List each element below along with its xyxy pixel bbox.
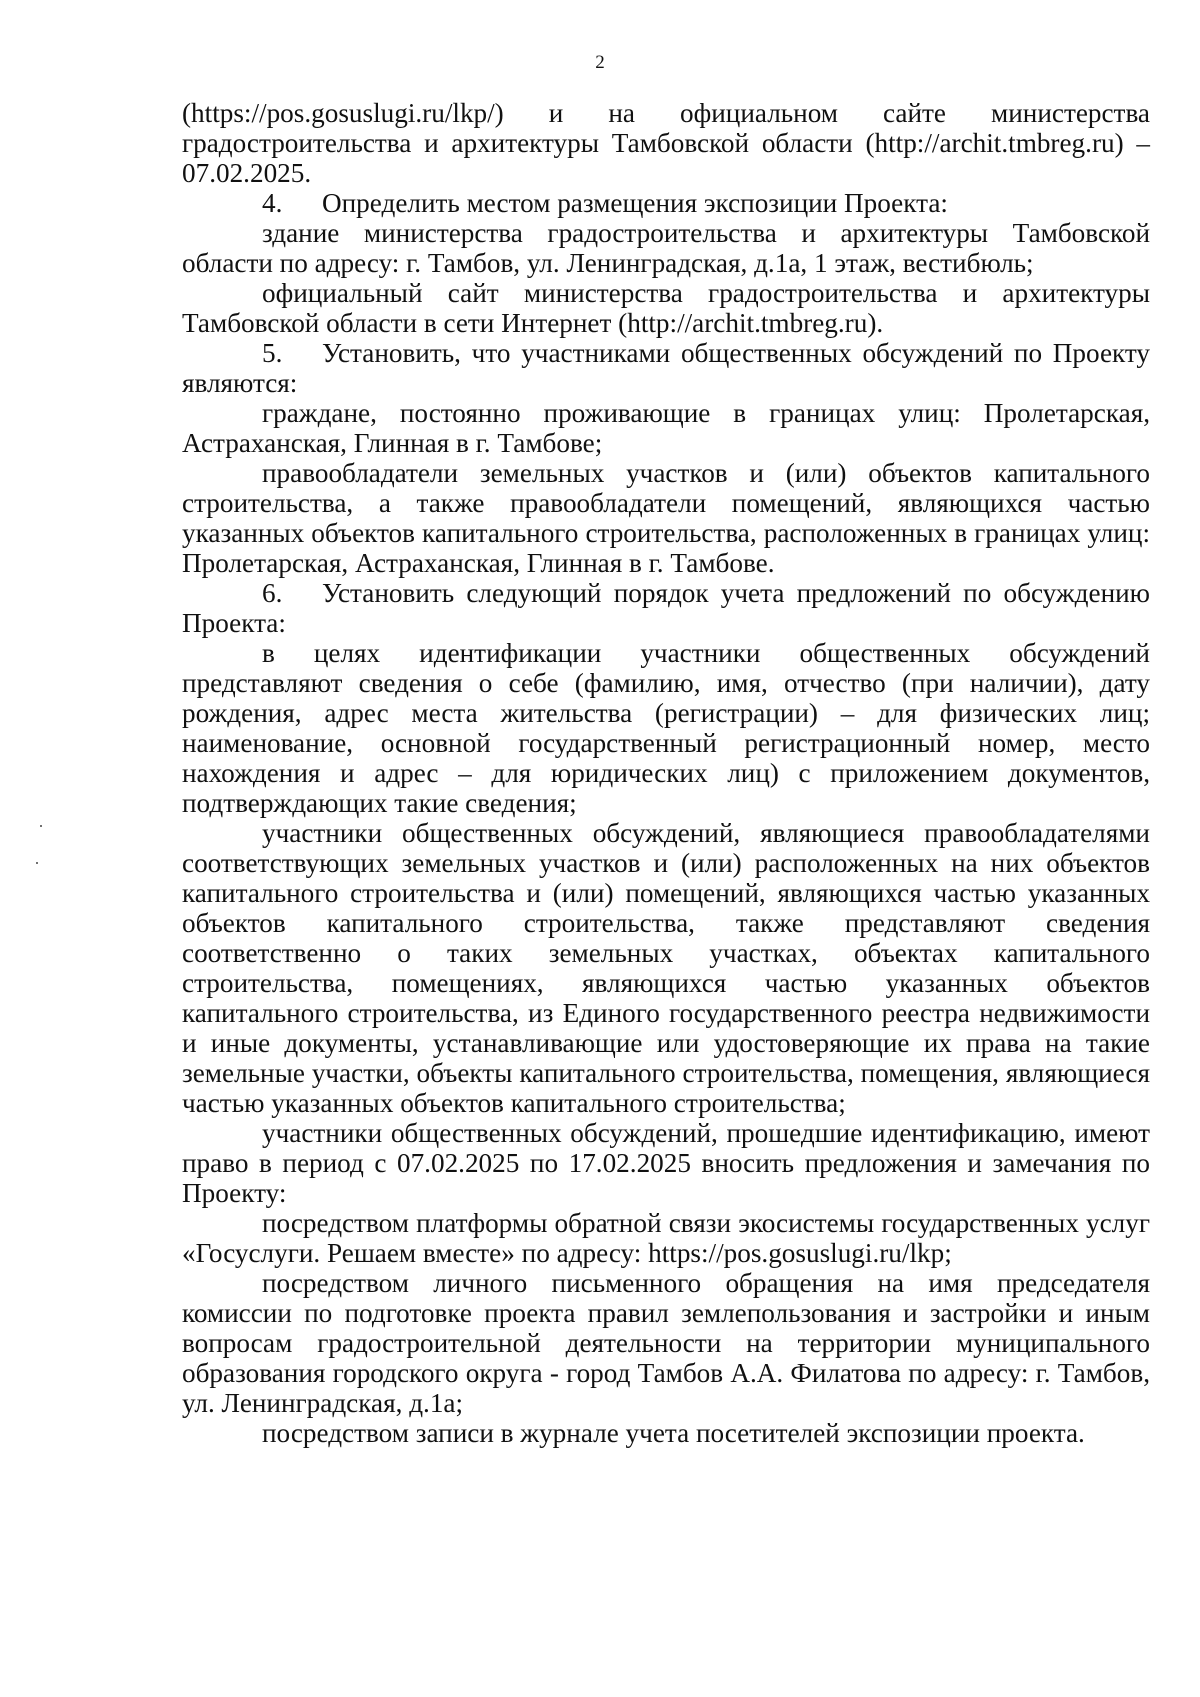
paragraph (182, 458, 1150, 578)
paragraph-text: Установить следующий порядок учета предложений по обсуждению Проекта: (182, 578, 1150, 638)
numbered-item-5 (182, 338, 1150, 398)
paragraph-text: участники общественных обсуждений, являющиеся правообладателями соответствующих земельных участков и (или) расположенных на них объектов капитального строительства и (или) помещений, являющихся частью указанных объектов капитального строительства, также представляют сведения соответственно о таких земельных участках, объектах капитального строительства, помещениях, являющихся частью указанных объектов капитального строительства, из Единого государственного реестра недвижимости и иные документы, устанавливающие или удостоверяющие их права на такие земельные участки, объекты капитального строительства, помещения, являющиеся частью указанных объектов капитального строительства; (182, 818, 1150, 1118)
paragraph-text: посредством записи в журнале учета посетителей экспозиции проекта. (262, 1418, 1085, 1448)
paragraph-text: Установить, что участниками общественных обсуждений по Проекту являются: (182, 338, 1150, 398)
scan-artifact (36, 862, 38, 864)
paragraph (182, 278, 1150, 338)
paragraph (182, 818, 1150, 1118)
item-number: 6. (262, 578, 283, 608)
paragraph-text: (https://pos.gosuslugi.ru/lkp/) и на официальном сайте министерства градостроительства и архитектуры Тамбовской области (http://archit.tmbreg.ru) – 07.02.2025. (182, 98, 1150, 188)
document-body (182, 98, 1150, 1448)
paragraph (182, 1418, 1150, 1448)
paragraph (182, 1268, 1150, 1418)
paragraph-text: посредством личного письменного обращения на имя председателя комиссии по подготовке проекта правил землепользования и застройки и иным вопросам градостроительной деятельности на территории муниципального образования городского округа - город Тамбов А.А. Филатова по адресу: г. Тамбов, ул. Ленинградская, д.1а; (182, 1268, 1150, 1418)
paragraph-text: участники общественных обсуждений, прошедшие идентификацию, имеют право в период с 07.02.2025 по 17.02.2025 вносить предложения и замечания по Проекту: (182, 1118, 1150, 1208)
numbered-item-6 (182, 578, 1150, 638)
paragraph-text: посредством платформы обратной связи экосистемы государственных услуг «Госуслуги. Решаем вместе» по адресу: https://pos.gosuslugi.ru/lkp; (182, 1208, 1150, 1268)
paragraph (182, 218, 1150, 278)
paragraph (182, 638, 1150, 818)
paragraph (182, 1208, 1150, 1268)
paragraph-text: в целях идентификации участники общественных обсуждений представляют сведения о себе (фамилию, имя, отчество (при наличии), дату рождения, адрес места жительства (регистрации) – для физических лиц; наименование, основной государственный регистрационный номер, место нахождения и адрес – для юридических лиц) с приложением документов, подтверждающих такие сведения; (182, 638, 1150, 818)
scan-artifact (40, 825, 42, 827)
paragraph-text: здание министерства градостроительства и архитектуры Тамбовской области по адресу: г. Тамбов, ул. Ленинградская, д.1а, 1 этаж, вестибюль; (182, 218, 1150, 278)
paragraph-text: Определить местом размещения экспозиции Проекта: (322, 188, 948, 218)
paragraph (182, 1118, 1150, 1208)
item-number: 4. (262, 188, 283, 218)
numbered-item-4 (182, 188, 1150, 218)
page-number: 2 (595, 52, 605, 73)
paragraph-continuation (182, 98, 1150, 188)
item-number: 5. (262, 338, 283, 368)
paragraph-text: официальный сайт министерства градостроительства и архитектуры Тамбовской области в сети Интернет (http://archit.tmbreg.ru). (182, 278, 1150, 338)
paragraph-text: правообладатели земельных участков и (или) объектов капитального строительства, а также правообладатели помещений, являющихся частью указанных объектов капитального строительства, расположенных в границах улиц: Пролетарская, Астраханская, Глинная в г. Тамбове. (182, 458, 1150, 578)
paragraph (182, 398, 1150, 458)
paragraph-text: граждане, постоянно проживающие в границах улиц: Пролетарская, Астраханская, Глинная в г. Тамбове; (182, 398, 1150, 458)
